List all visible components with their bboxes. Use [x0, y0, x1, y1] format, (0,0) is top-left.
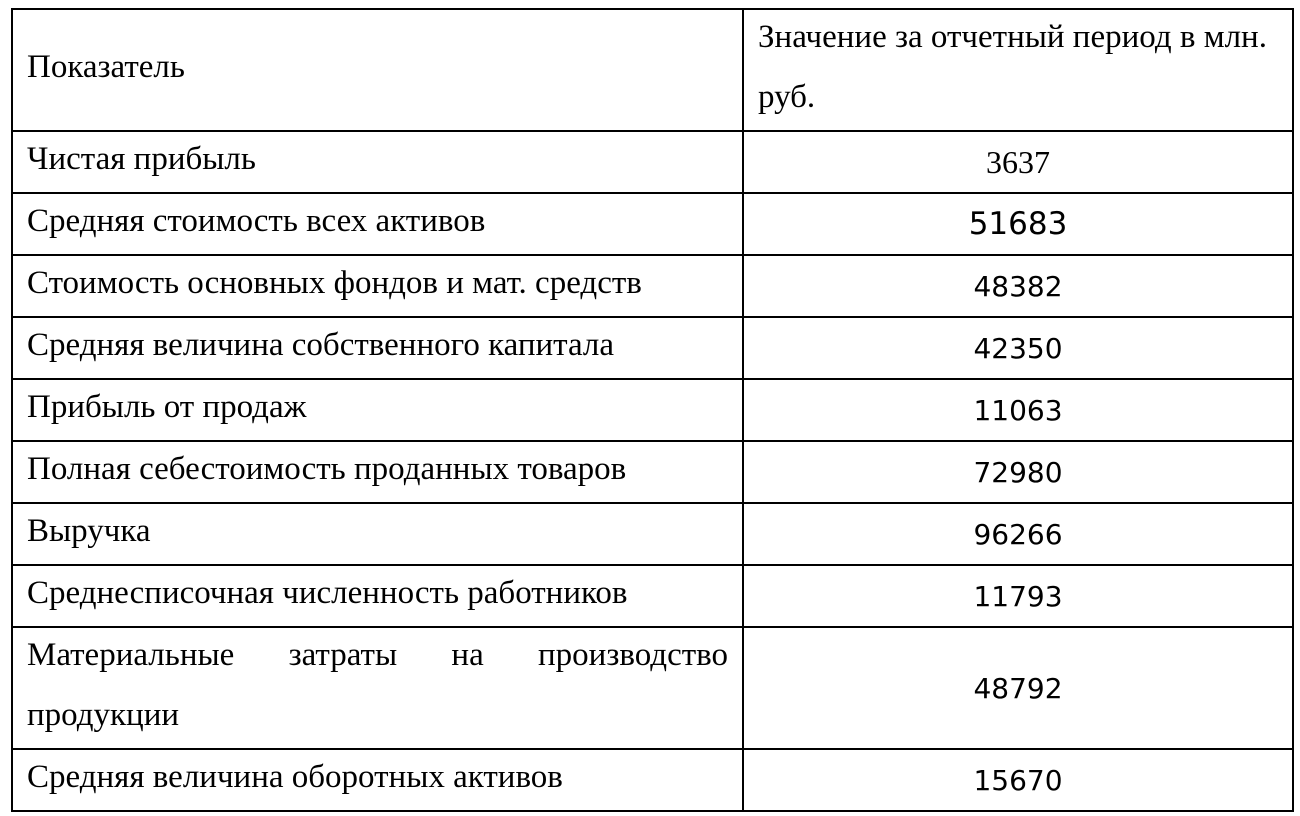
indicator-cell [12, 627, 743, 749]
value-label: 96266 [973, 517, 1063, 551]
indicator-label: Средняя величина собственного капитала [27, 327, 615, 363]
value-cell [743, 749, 1293, 811]
header-value-cell [743, 9, 1293, 131]
indicator-cell [12, 749, 743, 811]
indicator-label: Чистая прибыль [27, 141, 256, 177]
indicator-label: Выручка [27, 513, 151, 549]
value-cell [743, 441, 1293, 503]
value-cell [743, 565, 1293, 627]
indicator-cell [12, 317, 743, 379]
value-label: 51683 [968, 206, 1068, 242]
table-row [12, 503, 1293, 565]
indicator-label: Средняя величина оборотных активов [27, 759, 563, 795]
indicator-cell [12, 255, 743, 317]
value-label: 15670 [973, 763, 1063, 797]
header-value-label: Значение за отчетный период в млн. руб. [758, 19, 1267, 115]
header-indicator-label: Показатель [27, 49, 185, 85]
value-label: 42350 [973, 331, 1063, 365]
indicator-cell [12, 565, 743, 627]
value-label: 48382 [973, 269, 1063, 303]
table-row [12, 255, 1293, 317]
value-label: 11793 [973, 579, 1063, 613]
value-label: 72980 [973, 455, 1063, 489]
value-cell [743, 627, 1293, 749]
value-cell [743, 255, 1293, 317]
indicator-cell [12, 131, 743, 193]
value-label: 11063 [973, 393, 1063, 427]
indicator-label: Стоимость основных фондов и мат. средств [27, 265, 642, 301]
indicator-cell [12, 379, 743, 441]
value-cell [743, 131, 1293, 193]
value-label: 48792 [973, 671, 1063, 705]
indicators-table [11, 8, 1294, 812]
table-row [12, 317, 1293, 379]
indicator-cell [12, 441, 743, 503]
indicator-label: Среднесписочная численность работников [27, 575, 628, 611]
table-row [12, 379, 1293, 441]
indicator-label: Средняя стоимость всех активов [27, 203, 486, 239]
table-row [12, 193, 1293, 255]
value-cell [743, 379, 1293, 441]
table-header-row [12, 9, 1293, 131]
value-cell [743, 193, 1293, 255]
indicator-cell [12, 193, 743, 255]
value-cell [743, 317, 1293, 379]
indicator-label: Полная себестоимость проданных товаров [27, 451, 627, 487]
indicator-label: Прибыль от продаж [27, 389, 307, 425]
value-label: 3637 [986, 143, 1050, 180]
header-indicator-cell [12, 9, 743, 131]
table-row [12, 441, 1293, 503]
table-row [12, 627, 1293, 749]
table-row [12, 749, 1293, 811]
table-row [12, 565, 1293, 627]
table-row [12, 131, 1293, 193]
indicator-cell [12, 503, 743, 565]
value-cell [743, 503, 1293, 565]
indicator-label: Материальные затраты на производство продукции [27, 637, 728, 733]
